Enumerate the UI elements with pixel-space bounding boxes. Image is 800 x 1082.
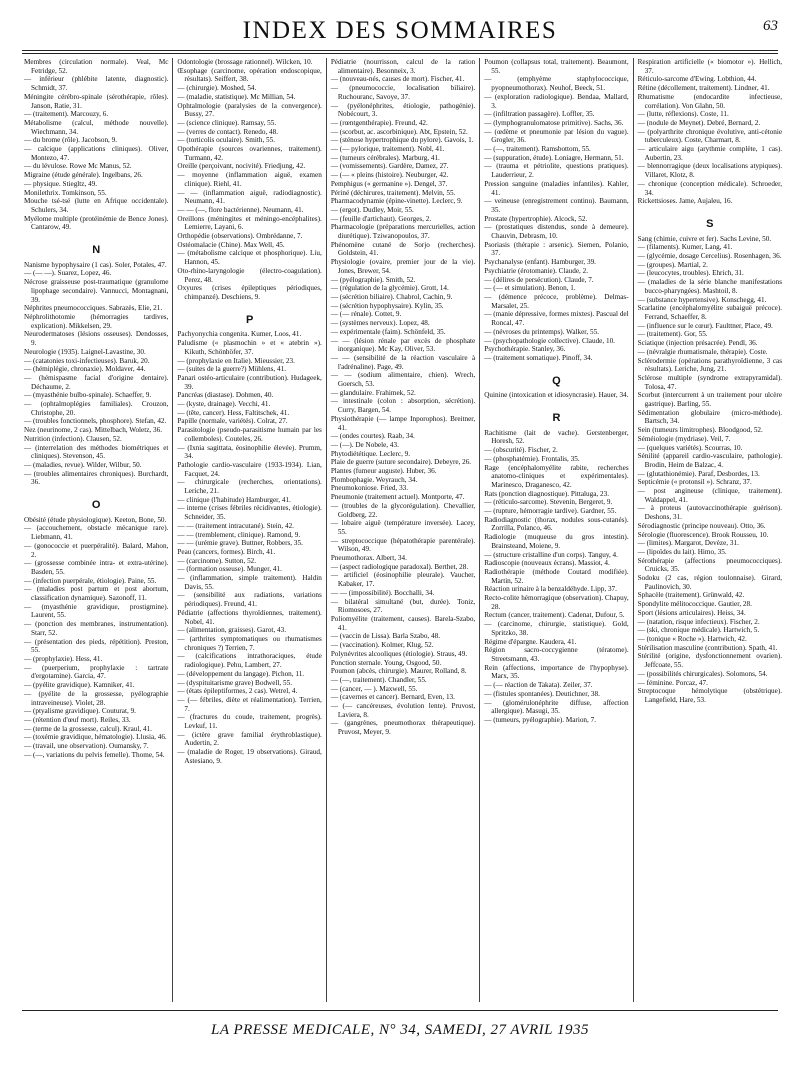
index-entry: — intestinale (colon : absorption, sécrétion). Curry, Bargen, 54. <box>330 397 476 415</box>
index-entry: — (feuille d'artichaut). Georges, 2. <box>330 214 432 223</box>
index-entry: — (métabolisme calcique et phosphorique). Liu, Hannon, 45. <box>177 249 322 267</box>
index-entry: — (infiltration passagère). Loffler, 35. <box>484 110 595 119</box>
index-entry: — (trauma et pétriolite, questions pratiques). Lauderrieur, 2. <box>484 162 629 180</box>
index-entry: — (tumeurs cérébrales). Marburg, 41. <box>330 153 440 162</box>
index-entry: — (science clinique). Ramsay, 55. <box>177 118 277 127</box>
index-entry: — (ophtalmoplégies familiales). Crouzon, Christophe, 20. <box>24 400 169 417</box>
index-entry: — — (inflammation aiguë, radiodiagnostic). Neumann, 41. <box>177 188 322 206</box>
index-entry: — (possibilités chirurgicales). Solomons, 54. <box>637 669 768 678</box>
index-entry: Scarlatine (encéphalomyélite subaiguë précoce). Ferrand, Schaeffer, 8. <box>637 304 783 321</box>
index-entry: Nécrose graisseuse post-traumatique (granulome lipophage secondaire). Vannucci, Montagnani, 39. <box>24 278 169 304</box>
index-entry: — (rétention d'œuf mort). Reiles, 33. <box>24 715 131 724</box>
page-footer: LA PRESSE MEDICALE, N° 34, SAMEDI, 27 AVRIL 1935 <box>211 1022 589 1038</box>
index-entry: Rage (encéphalomyélite rabite, recherches anatomo-cliniques et expérimentales). Marinesco, Draganesco, 42. <box>484 463 629 489</box>
index-entry: — (pyélite gravidique). Kamniker, 41. <box>24 681 135 690</box>
index-entry: Neurodermatoses (lésions osseuses). Dendosses, 9. <box>24 330 169 348</box>
index-entry: — (carcinome). Sutton, 52. <box>177 556 257 565</box>
index-entry: Respiration artificielle (« biomotor »). Hellich, 37. <box>637 58 783 75</box>
index-entry: — (carcinome, chirurgie, statistique). Gold, Spritzko, 38. <box>484 620 629 637</box>
index-entry: — (œdème et pneumonie par lésion du vague). Grogler, 36. <box>484 127 629 145</box>
index-entry: — (démence précoce, problème). Delmas-Marsalet, 25. <box>484 292 629 310</box>
index-entry: Ponction sternale. Young, Osgood, 50. <box>330 658 442 667</box>
index-entry: Membres (circulation normale). Veal, Mc Fetridge, 52. <box>24 58 169 75</box>
index-entry: Sang (chimie, cuivre et fer). Sachs Levine, 50. <box>637 234 772 243</box>
index-column-4 <box>479 58 632 1002</box>
index-entry: — (toxémie gravidique, hématologie). Llusia, 46. <box>24 733 167 742</box>
index-entry: — (systèmes nerveux). Lopez, 48. <box>330 319 430 328</box>
page-title: INDEX DES SOMMAIRES <box>242 17 558 44</box>
index-entry: — (lipoïdes du lait). Himo, 35. <box>637 547 727 556</box>
index-entry: — (structure cristalline d'un corps). Tanguy, 4. <box>484 550 618 559</box>
index-entry: — veineuse (enregistrement continu). Baumann, 35. <box>484 197 629 214</box>
index-entry: — bilatéral simultané (but, durée). Toniz, Riomosoes, 27. <box>330 597 476 615</box>
index-entry: Monilethrix. Tomkinson, 55. <box>24 188 107 197</box>
index-entry: — (obscurité). Fischer, 2. <box>484 446 558 455</box>
index-entry: — (psychopathologie collective). Claude, 10. <box>484 336 615 345</box>
index-entry: Sciatique (injection présacrée). Pendl, 36. <box>637 339 758 348</box>
index-entry: — (accouchement, obstacle mécanique rare). Liebmann, 41. <box>24 524 169 542</box>
index-entry: — (— réaction de Takata). Zeiler, 37. <box>484 681 593 690</box>
section-letter: R <box>552 412 561 425</box>
index-entry: — (maladies de la série blanche manifestations bucco-pharyngées). Mashtoil, 8. <box>637 278 783 295</box>
index-entry: Nez (neurinome, 2 cas). Mittelbach, Woletz, 36. <box>24 426 163 435</box>
index-entry: — (leucocytes, troubles). Ehrich, 31. <box>637 269 744 278</box>
index-entry: — chronique (conception médicale). Schroeder, 34. <box>637 179 783 197</box>
index-entry: Plaie de guerre (suture secondaire). Debeyre, 26. <box>330 458 472 467</box>
index-entry: — (formation osseuse). Munger, 41. <box>177 565 282 574</box>
section-letter: Q <box>552 374 561 387</box>
index-entry: — (délires de persécution). Claude, 7. <box>484 275 594 284</box>
index-entry: — (maladies, revue). Wilder, Wilbur, 50. <box>24 460 142 469</box>
index-entry: — (sécrétion hypophysaire). Kylin, 35. <box>330 301 444 310</box>
index-entry: Pneumokoniose. Fried, 33. <box>330 484 409 493</box>
index-entry: Néphrites pneumococciques. Sabrazès, Elie, 21. <box>24 304 163 313</box>
index-entry: Réaction urinaire à la benzaldéhyde. Lipp, 37. <box>484 585 617 594</box>
index-entry: — — (traitement intracutané). Stein, 42. <box>177 521 294 530</box>
index-entry: Recto-colite hémorragique (observation). Chapuy, 28. <box>484 594 629 611</box>
index-entry: — (travail, une observation). Oumansky, 7. <box>24 742 149 751</box>
index-entry: — (interrelation des méthodes biométriques et cliniques). Stevenson, 45. <box>24 443 169 461</box>
index-entry: — (fractures du coude, traitement, progrès). Levkuf, 11. <box>177 713 322 731</box>
index-entry: Psychanalyse (enfant). Hamburger, 39. <box>484 258 596 267</box>
index-entry: — — (—, flore bactérienne). Neumann, 41. <box>177 205 304 214</box>
index-entry: — moyenne (inflammation aiguë, examen clinique). Riehl, 41. <box>177 171 322 188</box>
index-entry: — — (sensibilité de la réaction vasculaire à l'adrénaline). Page, 49. <box>330 353 476 371</box>
index-entry: — (traitement). Marcouzy, 6. <box>24 110 109 119</box>
index-entry: — — (urémie grave). Buttner, Robbers, 35. <box>177 539 303 548</box>
index-entry: Régime d'épargne. Kaudera, 41. <box>484 637 577 646</box>
index-entry: Poliomyélite (traitement, causes). Barela-Szabo, 41. <box>330 615 476 632</box>
index-entry: — (quelques variétés). Scourras, 10. <box>637 443 743 452</box>
index-entry: Oxyures (crises épileptiques périodiques, chimpanzé). Deschiens, 9. <box>177 284 322 301</box>
index-entry: — (vomissements). Gardère, Damez, 27. <box>330 162 449 171</box>
index-entry: Pharmacodynamie (épine-vinette). Leclerc, 9. <box>330 197 463 206</box>
index-columns <box>24 58 786 1002</box>
index-entry: Stérilisation masculine (contribution). Spath, 41. <box>637 643 778 652</box>
index-column-2 <box>172 58 325 1002</box>
index-entry: Psychiatrie (érotomanie). Claude, 2. <box>484 266 589 275</box>
index-entry: — (—, traitement). Chandler, 55. <box>330 675 427 684</box>
index-entry: Psoriasis (thérapie : arsenic). Siemen, Polanio, 37. <box>484 240 629 258</box>
index-entry: — (phosphatémie). Frontalis, 35. <box>484 454 580 463</box>
index-entry: — streptococcique (hépatothérapie parentérale). Wilson, 49. <box>330 536 476 554</box>
index-entry: — (sécrétion biliaire). Chabrol, Cachin, 9. <box>330 292 453 301</box>
index-entry: Méningite cérébro-spinale (sérothérapie, rôles). Janson, Ratie, 31. <box>24 92 169 110</box>
index-entry: Région sacro-coccygienne (tératome). Streetsmann, 43. <box>484 646 629 663</box>
index-entry: — (suppuration, étude). Loniagre, Hermann, 51. <box>484 153 624 162</box>
index-entry: Physiologie (ovaire, premier jour de la vie). Jones, Brewer, 54. <box>330 258 476 275</box>
index-entry: — blennorragique (deux localisations atypiques). Villaret, Klotz, 8. <box>637 162 783 180</box>
index-entry: — (troubles de la glycorégulation). Chevallier, Goldberg, 22. <box>330 501 476 519</box>
index-entry: — (sensibilité aux radiations, variations périodiques). Freund, 41. <box>177 591 322 609</box>
index-entry: — (— rénale). Cottet, 9. <box>330 310 402 319</box>
index-entry: Pathologie cardio-vasculaire (1933-1934). Lian, Facquet, 24. <box>177 460 322 478</box>
index-entry: — (inflammation, simple traitement). Haldin Davis, 55. <box>177 574 322 591</box>
index-entry: — — (lésion rénale par excès de phosphate inorganique). Mc Kay, Oliver, 53. <box>330 336 476 354</box>
index-entry: — du brome (rôle). Jacobson, 9. <box>24 136 118 145</box>
index-entry: Métabolisme (calcul, méthode nouvelle). Wiechmann, 34. <box>24 118 169 136</box>
index-entry: — (emphyème staphylococcique, pyopneumothorax). Neuhof, Beeck, 51. <box>484 75 629 93</box>
index-entry: — (suites de la guerre?) Mühlens, 41. <box>177 365 286 374</box>
index-entry: — (chirurgie). Moshed, 54. <box>177 84 257 93</box>
index-entry: Parasitologie (pseudo-parasitisme humain par les collemboles). Couteles, 26. <box>177 426 322 443</box>
index-entry: Pancréas (diastase). Dohmen, 40. <box>177 391 274 400</box>
index-entry: Mouche tsé-tsé (lutte en Afrique occidentale). Schulers, 34. <box>24 197 169 214</box>
index-entry: Nutrition (infection). Clausen, 52. <box>24 434 122 443</box>
index-entry: — (présentation des pieds, répétition). Preston, 55. <box>24 637 169 655</box>
index-entry: — (dyspituitarisme grave) Bodwell, 55. <box>177 678 292 687</box>
index-entry: — (arthrites symptomatiques ou rhumatismes chroniques ?) Terrien, 7. <box>177 635 322 652</box>
index-entry: — (névroses du printemps). Walker, 55. <box>484 327 599 336</box>
index-entry: Nanisme hypophysaire (1 cas). Soler, Potales, 47. <box>24 260 167 269</box>
index-entry: Sérothérapie (affections pneumococciques). Cruicks, 35. <box>637 556 783 574</box>
index-entry: Physiothérapie (— lampe Inporophos). Breitner, 41. <box>330 414 476 432</box>
index-entry: — (maladie, statistique). Mc Millian, 54. <box>177 92 296 101</box>
index-entry: Rectum (cancer, traitement). Cadenat, Dufour, 5. <box>484 611 625 620</box>
index-entry: — (névralgie rhumatismale, thérapie). Coste. <box>637 347 768 356</box>
index-entry: — (cancer, — ). Maxwell, 55. <box>330 684 418 693</box>
index-entry: — (cavernes et cancer). Bernard, Even, 13. <box>330 693 455 702</box>
section-letter: P <box>245 313 254 326</box>
index-entry: — (traitement). Gor, 55. <box>637 330 708 339</box>
index-entry: Poumon (collapsus total, traitement). Beaumont, 55. <box>484 58 629 75</box>
index-entry: — (infection puerpérale, étiologie). Paine, 55. <box>24 576 157 585</box>
index-entry: Streptocoque hémolytique (obstétrique). Langefield, Hare, 53. <box>637 687 783 704</box>
index-entry: Sérodiagnostic (principe nouveau). Otto, 36. <box>637 521 766 530</box>
index-entry: — (ictère grave familial érythroblastique). Audertin, 2. <box>177 730 322 748</box>
index-entry: — (calcifications intrathoraciques, étude radiologique). Pehu, Lambert, 27. <box>177 652 322 670</box>
index-entry: — (torticolis oculaire). Smith, 55. <box>177 136 276 145</box>
index-entry: — (régulation de la glycémie). Grott, 14. <box>330 284 449 293</box>
index-entry: — (— cancéreuses, évolution lente). Pruvost, Laviera, 8. <box>330 702 476 719</box>
index-entry: — inférieur (phlébite latente, diagnostic). Schmidt, 37. <box>24 75 169 93</box>
index-entry: — (—). De Nobele, 43. <box>330 440 399 449</box>
index-entry: — — (tremblement, clinique). Ramond, 9. <box>177 530 301 539</box>
index-entry: — (troubles alimentaires chroniques). Burchardt, 36. <box>24 469 169 487</box>
index-entry: — (gonococcie et puerpéralité). Balard, Mahon, 2. <box>24 541 169 559</box>
header-rule <box>22 50 778 54</box>
index-entry: — (réticulo-sarcome). Stevenin, Bergeret, 9. <box>484 498 613 507</box>
index-entry: Rachitisme (lait de vache). Gerstenberger, Horesh, 52. <box>484 428 629 446</box>
index-entry: — clinique (l'habitude) Hamburger, 41. <box>177 495 291 504</box>
index-entry: Papille (normale, variétés). Colrat, 27. <box>177 417 288 426</box>
index-entry: Paludisme (« plasmochin » et « atebrin »). Kikuth, Schönhöfer, 37. <box>177 339 322 356</box>
index-entry: Orthopédie (observations). Ombrédanne, 7. <box>177 232 303 241</box>
index-entry: Sérologie (fluorescence). Brook Rousseu, 10. <box>637 530 769 539</box>
index-entry: — (ondes courtes). Raab, 34. <box>330 432 415 441</box>
index-entry: — (influence sur le cœur). Faulttner, Place, 49. <box>637 321 773 330</box>
index-entry: Pédiatrie (affections thyroïdiennes, traitement). Nobel, 41. <box>177 608 322 626</box>
index-entry: — (polyarthrite chronique évolutive, anti-cétonie tuberculeux). Coste, Charmart, 8. <box>637 127 783 145</box>
index-entry: — (glutathionémie). Paraf, Desbordes, 13. <box>637 469 760 478</box>
index-entry: — (tête, cancer). Hess, Faltitschek, 41. <box>177 408 290 417</box>
index-entry: Obésité (étude physiologique). Keeton, Bone, 50. <box>24 515 167 524</box>
index-entry: Myélome multiple (protéinémie de Bence Jones). Cantarow, 49. <box>24 214 169 232</box>
index-entry: — (— fébriles, diète et réalimentation). Terrien, 7. <box>177 695 322 713</box>
index-entry: — féminine. Porcaz, 47. <box>637 678 708 687</box>
footer-rule <box>22 1010 778 1011</box>
index-entry: Sodoku (2 cas, région toulonnaise). Girard, Paulinovich, 30. <box>637 574 783 591</box>
index-entry: — (groupes). Martial, 2. <box>637 260 708 269</box>
index-entry: — (—, variations du pelvis femelle). Thome, 54. <box>24 750 165 759</box>
index-entry: — (lutte, réflexions). Coste, 11. <box>637 110 729 119</box>
index-entry: — (ponction des membranes, instrumentation). Starr, 52. <box>24 620 169 637</box>
index-entry: — (alimentation, graisses). Garot, 43. <box>177 626 286 635</box>
index-entry: Œsophage (carcinome, opération endoscopique, résultats). Seiffert, 38. <box>177 66 322 84</box>
index-entry: Odontologie (brossage rationnel). Wilcken, 10. <box>177 58 313 66</box>
index-entry: — (lymphogranulomatose primitive). Sachs, 36. <box>484 118 624 127</box>
index-entry: — (sténose hypertrophique du pylore). Gavois, 1. <box>330 136 474 145</box>
index-entry: — (vaccin de Lissa). Barla Szabo, 48. <box>330 632 440 641</box>
index-entry: Plombophagie. Weyrauch, 34. <box>330 475 418 484</box>
index-entry: — (— —). Suarez, Lopez, 46. <box>24 269 112 278</box>
index-entry: — (kyste, drainage). Vecchi, 41. <box>177 400 271 409</box>
index-entry: Néphrolithotomie (hémorragies tardives, explication). Mikkelsen, 29. <box>24 312 169 330</box>
index-entry: — (maladie de Roger, 19 observations). Giraud, Astesiano, 9. <box>177 748 322 765</box>
index-entry: — (natation, risque infectieux). Fischer, 2. <box>637 617 760 626</box>
index-entry: Pachyonychia congenita. Kumer, Loos, 41. <box>177 330 302 339</box>
index-entry: — (nodule de Meynet). Debré, Bernard, 2. <box>637 118 761 127</box>
index-entry: — (— et simulation). Benon, 1. <box>484 284 576 293</box>
index-entry: Oreille (perçoivant, nocivité). Friedjung, 42. <box>177 162 306 171</box>
index-entry: — (manie dépressive, formes mixtes). Pascual del Roncal, 47. <box>484 310 629 328</box>
index-entry: — (ergot). Dudley, Moir, 55. <box>330 205 414 214</box>
index-entry: Oto-rhino-laryngologie (électro-coagulation). Perez, 48. <box>177 266 322 284</box>
index-entry: — (grossesse combinée intra- et extra-utérine). Basden, 55. <box>24 559 169 576</box>
index-entry: — calcique (applications cliniques). Oliver, Montezo, 47. <box>24 145 169 162</box>
index-entry: — (— pylorique, traitement). Nobl, 41. <box>330 145 445 154</box>
section-letter: S <box>706 217 714 230</box>
index-entry: — — (sodium alimentaire, chien). Wrech, Goersch, 53. <box>330 371 476 389</box>
index-entry: — interne (crises fébriles récidivantes, étiologie). Schneider, 35. <box>177 504 322 522</box>
index-entry: Rats (ponction diagnostique). Pittaluga, 23. <box>484 489 609 498</box>
index-entry: — (Ixnia sagittata, éosinophilie élevée). Prumm, 34. <box>177 443 322 461</box>
page-number: 63 <box>763 18 778 34</box>
index-entry: — (gangrènes, pneumothorax thérapeutique). Pruvost, Meyer, 9. <box>330 719 476 737</box>
index-entry: Radiologie (muqueuse du gros intestin). Brainsteand, Moiene, 9. <box>484 533 629 550</box>
index-entry: — (terme de la grossesse, calcul). Kraul, 41. <box>24 724 152 733</box>
index-entry: — (substance hypertensive). Konschegg, 41. <box>637 295 767 304</box>
index-entry: Séméiologie (mydriase). Veil, 7. <box>637 434 731 443</box>
index-entry: Radiothérapie (méthode Coutard modifiée). Martin, 52. <box>484 567 629 585</box>
index-entry: — (ski, chronique médicale). Hartwich, 5. <box>637 626 760 635</box>
index-entry: Opothérapie (sources ovariennes, traitement). Turmann, 42. <box>177 145 322 162</box>
index-entry: — à proteus (autovaccinothérapie guérison). Deshons, 31. <box>637 504 783 522</box>
index-entry: Sein (tumeurs limitrophes). Bloodgood, 52. <box>637 426 763 435</box>
index-entry: Scorbut (intercurrent à un traitement pour ulcère gastrique). Barling, 55. <box>637 391 783 409</box>
index-entry: — (tumeurs, pyélographie). Marion, 7. <box>484 715 596 724</box>
index-entry: — (glycémie, dosage Cercelius). Rosenhagen, 36. <box>637 252 782 261</box>
index-entry: — (—, traitement). Ramsbottom, 55. <box>484 145 591 154</box>
index-column-5 <box>633 58 786 1002</box>
index-entry: — (traitement somatique). Pinoff, 34. <box>484 353 593 362</box>
index-entry: Sphacèle (traitement). Grünwald, 42. <box>637 591 745 600</box>
index-entry: Pression sanguine (maladies infantiles). Kahler, 41. <box>484 179 629 197</box>
index-entry: Poumon (abcès, chirurgie). Maurer, Rolland, 8. <box>330 667 467 676</box>
index-entry: Peau (cancers, formes). Birch, 41. <box>177 547 276 556</box>
index-entry: — (rœntgenthérapie). Freund, 42. <box>330 118 428 127</box>
index-entry: Sclérose multiple (syndrome extrapyramidal). Tolosa, 47. <box>637 373 783 391</box>
index-entry: Sédimentation globulaire (micro-méthode). Bartsch, 34. <box>637 408 783 426</box>
index-entry: — (scorbut, ac. ascorbinique). Abt, Epstein, 52. <box>330 127 468 136</box>
index-entry: — (hémiplégie, chronaxie). Moldaver, 44. <box>24 365 146 374</box>
index-entry: — (myasthénie bulbo-spinale). Schaeffer, 9. <box>24 391 152 400</box>
index-entry: — (limites). Margarot, Devèze, 31. <box>637 539 739 548</box>
index-entry: Ophtalmologie (paralysies de la convergence). Bussy, 27. <box>177 101 322 119</box>
index-entry: Oreillons (méningites et méningo-encéphalites). Lemierre, Layani, 6. <box>177 214 322 232</box>
index-entry: — (vaccination). Kolmer, Klug, 52. <box>330 641 434 650</box>
index-entry: — (états épileptiformes, 2 cas). Wetrel, 4. <box>177 687 298 696</box>
index-entry: Prostate (hypertrophie). Alcock, 52. <box>484 214 588 223</box>
index-entry: Pharmacologie (préparations mercurielles, action diurétique). Tziwanopoulos, 37. <box>330 223 476 241</box>
index-entry: — (tonique « Roche »). Hartwich, 42. <box>637 635 747 643</box>
index-entry: — (prophylaxie en Italie). Mieussier, 23. <box>177 356 295 365</box>
index-entry: — physique. Stiegltz, 49. <box>24 179 98 188</box>
index-entry: — du lévulose. Rowe Mc Manus, 52. <box>24 162 132 171</box>
index-entry: — — (impossibilité). Bocchalli, 34. <box>330 588 435 597</box>
index-entry: Pemphigus (« germanine »). Dengel, 37. <box>330 179 448 188</box>
index-entry: — lobaire aiguë (température inversée). Lacey, 55. <box>330 519 476 536</box>
index-entry: — (maladies post partum et post abortum, classification dynamique). Sazonoff, 11. <box>24 585 169 603</box>
section-letter: O <box>91 499 101 512</box>
index-column-1 <box>24 58 172 1002</box>
index-entry: Pneumothorax. Albert, 34. <box>330 554 407 563</box>
index-entry: Radiodiagnostic (thorax, nodules sous-cutanés). Zorrilla, Polanco, 46. <box>484 515 629 533</box>
index-entry: Périné (déchirures, traitement). Melvin, 55. <box>330 188 456 197</box>
index-entry: — chirurgicale (recherches, orientations). Leriche, 21. <box>177 478 322 496</box>
index-entry: Sclérodermie (opérations parathyroïdienne, 3 cas résultats). Leriche, Jung, 21. <box>637 356 783 374</box>
section-letter: N <box>92 244 101 257</box>
index-entry: Polynévrites alcooliques (étiologie). Straus, 49. <box>330 649 468 658</box>
index-entry: — (hémispasme facial d'origine dentaire). Déchaume, 2. <box>24 373 169 391</box>
index-entry: Septicémie (« protonsil »). Schranz, 37. <box>637 478 752 487</box>
index-entry: — (fistules spontanées). Deutichner, 38. <box>484 689 600 698</box>
index-entry: Rétine (décollement, traitement). Lindner, 41. <box>637 84 770 93</box>
index-column-3 <box>326 58 479 1002</box>
index-entry: — (glomérulonéphrite diffuse, affection allergique). Masugi, 35. <box>484 698 629 716</box>
index-entry: — (pyélographie). Smith, 52. <box>330 275 416 284</box>
index-entry: — (myasthénie gravidique, prostigmine). Laurent, 55. <box>24 602 169 620</box>
index-entry: Pneumonie (traitement actuel). Montporte, 47. <box>330 493 465 502</box>
index-entry: — (filaments). Kumer, Lang, 41. <box>637 243 733 252</box>
index-entry: — (troubles fonctionnels, phosphore). Stefan, 42. <box>24 417 167 426</box>
index-entry: — (catatonies toxi-infectieuses). Baruk, 20. <box>24 356 150 365</box>
page-header <box>22 14 778 48</box>
index-entry: — (ptyalisme gravidique). Couturat, 9. <box>24 707 136 716</box>
index-entry: — (pyélonéphrites, étiologie, pathogénie). Nobécourt, 3. <box>330 101 476 119</box>
index-entry: — (— « pleins (histoire). Neuburger, 42. <box>330 171 449 180</box>
index-entry: Rickettsioses. Jame, Aujaleu, 16. <box>637 197 733 206</box>
index-entry: — artificiel (éosinophilie pleurale). Vaucher, Kabaker, 17. <box>330 571 476 589</box>
index-entry: Spondylite mélitococcique. Gautier, 28. <box>637 600 752 609</box>
index-entry: — (rupture, hémorragie tardive). Gardner, 55. <box>484 507 617 516</box>
index-entry: — (prophylaxie). Hess, 41. <box>24 655 103 663</box>
index-entry: Plantes (fumeur auguste). Huber, 36. <box>330 467 437 476</box>
index-entry: — expérimentale (faim). Schönfeld, 35. <box>330 327 446 336</box>
index-entry: — articulaire aigu (arythmie complète, 1 cas). Aubertin, 23. <box>637 145 783 162</box>
index-entry: Stérilité (origine, dysfonctionnement ovarien). Jeffcoate, 55. <box>637 652 783 670</box>
index-entry: — (aspect radiologique paradoxal). Berthet, 28. <box>330 562 469 571</box>
index-entry: Réticulo-sarcome d'Ewing. Lobthion, 44. <box>637 75 757 84</box>
index-entry: Pédiatrie (nourrisson, calcul de la ration alimentaire). Besonneix, 3. <box>330 58 476 75</box>
index-entry: — (puerperium, prophylaxie : tartrate d'ergotamine). Garcia, 47. <box>24 663 169 681</box>
index-entry: Phytodiététique. Leclerc, 9. <box>330 449 411 458</box>
index-entry: Ostéomalacie (Chine). Max Well, 45. <box>177 240 285 249</box>
index-entry: Sport (lésions articulaires). Heiss, 34. <box>637 608 746 617</box>
index-entry: — (verres de contact). Renedo, 48. <box>177 127 278 136</box>
index-entry: — (nouveau-nés, causes de mort). Fischer, 41. <box>330 75 465 84</box>
index-entry: Panari ostéo-articulaire (contribution). Hudageek, 39. <box>177 373 322 391</box>
index-entry: Psychothérapie. Stanley, 36. <box>484 345 566 354</box>
index-entry: — (exploration radiologique). Bendaa, Mallard, 3. <box>484 92 629 110</box>
index-entry: Migraine (étude générale). Ingelbans, 26. <box>24 171 143 180</box>
index-entry: Quinine (intoxication et idiosyncrasie). Hauer, 34. <box>484 391 629 400</box>
index-entry: Phénomène cutané de Sorjo (recherches). Goldstein, 41. <box>330 240 476 258</box>
index-entry: — (pyélite de la grossesse, pyélographie intraveineuse). Violet, 28. <box>24 689 169 707</box>
index-entry: — glandulaire. Frahimek, 52. <box>330 388 416 397</box>
index-entry: Radioscopie (nouveaux écrans). Massiot, 4. <box>484 559 610 568</box>
index-entry: — (développement du langage). Pichon, 11. <box>177 669 305 678</box>
index-entry: — post angineuse (clinique, traitement). Waldappel, 41. <box>637 487 783 504</box>
index-entry: Sénilité (appareil cardio-vasculaire, pathologie). Brodin, Heim de Balzac, 4. <box>637 452 783 469</box>
index-entry: Rein (affections, importance de l'hypophyse). Marx, 35. <box>484 663 629 681</box>
index-entry: Rhumatisme (endocardite infectieuse, corrélation). Von Glahn, 50. <box>637 92 783 110</box>
index-entry: Neurologie (1935). Laignel-Lavastine, 30. <box>24 347 146 356</box>
index-entry: — (prostatiques distendus, sonde à demeure). Chauvin, Debrasm, 10. <box>484 223 629 241</box>
index-entry: — (pneumococcie, localisation biliaire). Ruchouranc, Savoye, 37. <box>330 84 476 101</box>
